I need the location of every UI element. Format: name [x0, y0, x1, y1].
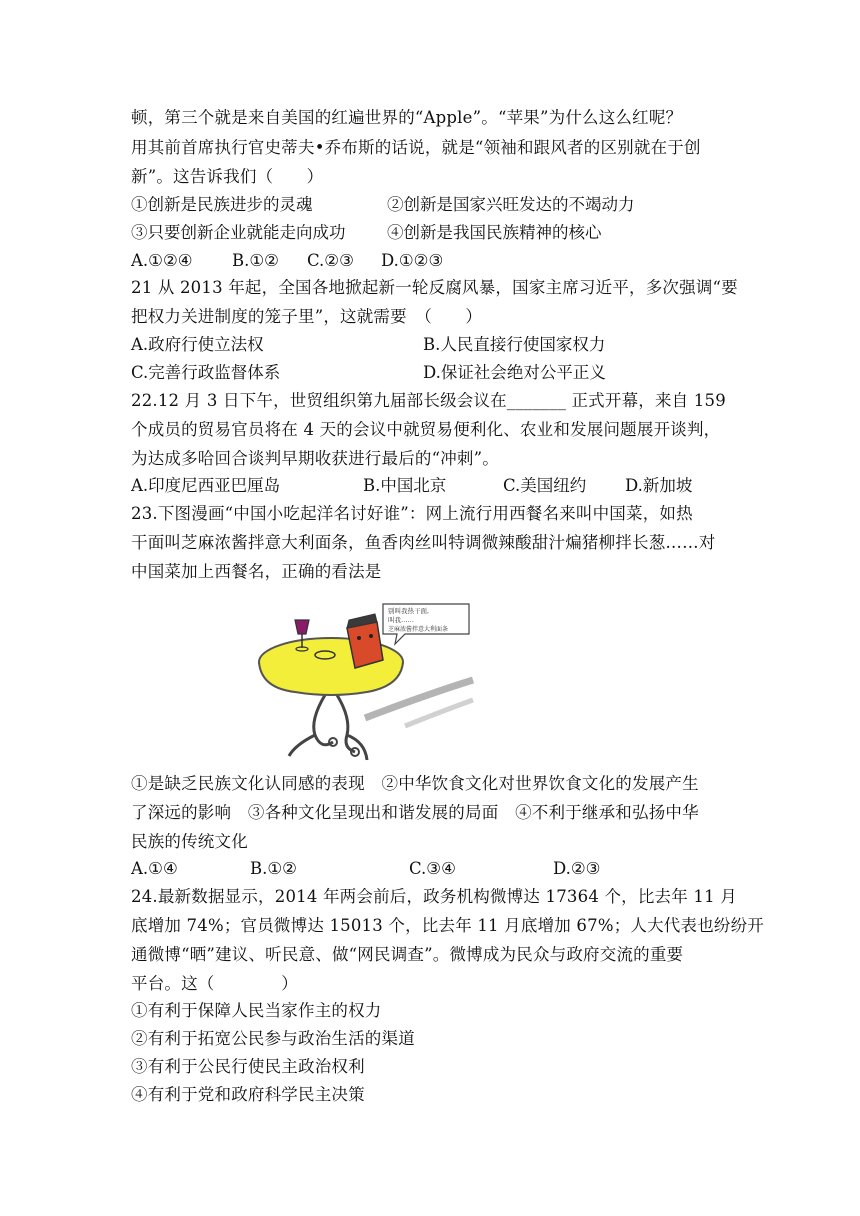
q22-option-c: C.美国纽约 [503, 476, 587, 495]
q21-line-1: 21 从 2013 年起，全国各地掀起新一轮反腐风暴，国家主席习近平，多次强调“要 [131, 278, 738, 297]
q23-statement-line-1: ①是缺乏民族文化认同感的表现 ②中华饮食文化对世界饮食文化的发展产生 [131, 774, 699, 793]
q24-line-2: 底增加 74%；官员微博达 15013 个，比去年 11 月底增加 67%；人大代表也纷纷开 [131, 916, 765, 935]
table-leg [289, 735, 315, 756]
q21-line-2: 把权力关进制度的笼子里”，这就需要 （ ） [131, 307, 483, 326]
q21-option-c: C.完善行政监督体系 [131, 363, 281, 382]
table-leg [314, 695, 333, 745]
bubble-text-3: 芝麻浓酱拌意大利面条 [388, 626, 449, 633]
noodle-box-eye [369, 634, 373, 638]
q24-statement-2: ②有利于拓宽公民参与政治生活的渠道 [131, 1029, 415, 1048]
bubble-text-1: 别叫我热干面, [388, 607, 430, 615]
q22-option-a: A.印度尼西亚巴厘岛 [131, 476, 281, 495]
q24-line-1: 24.最新数据显示，2014 年两会前后，政务机构微博达 17364 个，比去年 11 月 [131, 887, 737, 906]
q23-statement-line-2: 了深远的影响 ③各种文化呈现出和谐发展的局面 ④不利于继承和弘扬中华 [131, 803, 699, 822]
q23-option-b: B.①② [250, 859, 297, 878]
q24-line-3: 通微博“晒”建议、听民意、做“网民调查”。微博成为民众与政府交流的重要 [131, 945, 684, 964]
q22-option-b: B.中国北京 [363, 476, 447, 495]
q24-statement-1: ①有利于保障人民当家作主的权力 [131, 1001, 382, 1020]
q21-option-a: A.政府行使立法权 [131, 335, 264, 354]
wine-glass [295, 620, 309, 634]
q24-statement-4: ④有利于党和政府科学民主决策 [131, 1085, 365, 1104]
floor-stroke [405, 700, 473, 726]
q24-statement-3: ③有利于公民行使民主政治权利 [131, 1057, 365, 1076]
table-leg [337, 695, 355, 752]
bubble-text-2: 叫我…… [388, 616, 414, 624]
q21-option-b: B.人民直接行使国家权力 [423, 335, 606, 354]
q23-option-c: C.③④ [409, 859, 456, 878]
cartoon-image [255, 600, 475, 770]
q23-option-d: D.②③ [553, 859, 601, 878]
q20-line-3: 新”。这告诉我们（ ） [131, 167, 324, 186]
cartoon-drawing [255, 600, 475, 770]
q22-line-1: 22.12 月 3 日下午，世贸组织第九届部长级会议在_______ 正式开幕，来自 159 [131, 391, 726, 410]
q20-line-2: 用其前首席执行官史蒂夫•乔布斯的话说，就是“领袖和跟风者的区别就在于创 [131, 138, 701, 157]
q23-line-3: 中国菜加上西餐名，正确的看法是 [131, 562, 382, 581]
q20-option-d: D.①②③ [381, 251, 444, 270]
q21-option-d: D.保证社会绝对公平正义 [423, 363, 606, 382]
q20-option-b: B.①② [232, 251, 279, 270]
q20-option-a: A.①②④ [131, 251, 193, 270]
q20-statement-2: ②创新是国家兴旺发达的不竭动力 [387, 195, 635, 214]
q23-statement-line-3: 民族的传统文化 [131, 832, 248, 851]
q20-statement-3: ③只要创新企业就能走向成功 [131, 223, 346, 242]
q22-option-d: D.新加坡 [625, 476, 693, 495]
q20-statement-4: ④创新是我国民族精神的核心 [387, 223, 602, 242]
q22-line-3: 为达成多哈回合谈判早期收获进行最后的“冲刺”。 [131, 449, 499, 468]
tablecloth [259, 662, 403, 695]
q23-line-2: 干面叫芝麻浓酱拌意大利面条，鱼香肉丝叫特调微辣酸甜汁煸猪柳拌长葱……对 [131, 533, 716, 552]
q23-option-a: A.①④ [131, 859, 178, 878]
q20-option-c: C.②③ [307, 251, 354, 270]
q23-line-1: 23.下图漫画“中国小吃起洋名讨好谁”：网上流行用西餐名来叫中国菜，如热 [131, 504, 693, 523]
q20-line-1: 顿，第三个就是来自美国的红遍世界的“Apple”。“苹果”为什么这么红呢？ [131, 108, 683, 127]
q24-line-4: 平台。这（ ） [131, 974, 298, 993]
q22-line-2: 个成员的贸易官员将在 4 天的会议中就贸易便利化、农业和发展问题展开谈判， [131, 420, 721, 439]
noodle-box-eye [357, 636, 361, 640]
q20-statement-1: ①创新是民族进步的灵魂 [131, 195, 313, 214]
